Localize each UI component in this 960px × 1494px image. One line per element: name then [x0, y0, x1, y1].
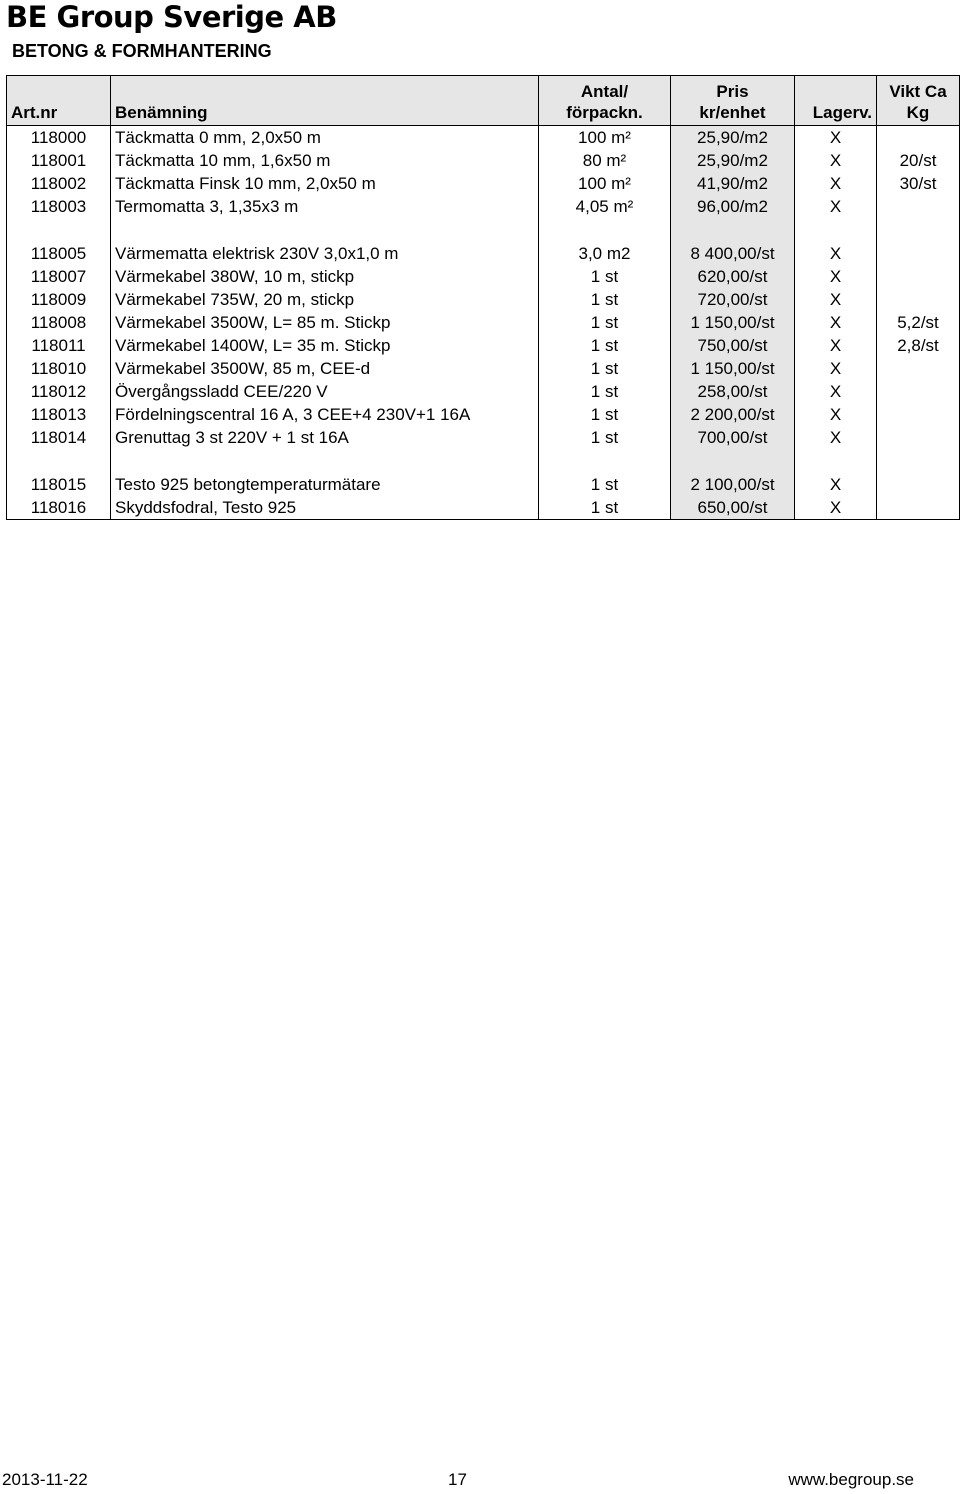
cell-weight — [877, 449, 960, 473]
cell-name: Värmekabel 735W, 20 m, stickp — [111, 288, 539, 311]
table-row — [7, 311, 960, 334]
cell-price: 700,00/st — [671, 426, 795, 449]
cell-art-nr: 118001 — [7, 149, 111, 172]
table-row — [7, 496, 960, 520]
col-header-art-nr: Art.nr — [7, 76, 111, 126]
cell-quantity: 1 st — [539, 265, 671, 288]
cell-stock: X — [795, 426, 877, 449]
cell-name — [111, 218, 539, 242]
cell-art-nr: 118012 — [7, 380, 111, 403]
cell-stock — [795, 449, 877, 473]
cell-stock: X — [795, 195, 877, 218]
cell-art-nr: 118015 — [7, 473, 111, 496]
cell-weight — [877, 496, 960, 520]
table-row — [7, 126, 960, 150]
col-header-price-line2: kr/enhet — [699, 103, 766, 122]
cell-price: 720,00/st — [671, 288, 795, 311]
cell-stock: X — [795, 380, 877, 403]
col-header-price-line1: Pris — [716, 82, 749, 101]
table-row — [7, 265, 960, 288]
cell-price: 25,90/m2 — [671, 149, 795, 172]
spacer-row — [7, 449, 960, 473]
cell-name: Värmekabel 3500W, 85 m, CEE-d — [111, 357, 539, 380]
cell-art-nr: 118016 — [7, 496, 111, 520]
cell-weight — [877, 473, 960, 496]
table-row — [7, 403, 960, 426]
cell-stock: X — [795, 473, 877, 496]
table-row — [7, 334, 960, 357]
cell-weight — [877, 242, 960, 265]
cell-weight — [877, 195, 960, 218]
col-header-quantity — [539, 76, 671, 126]
cell-price: 1 150,00/st — [671, 311, 795, 334]
cell-art-nr — [7, 449, 111, 473]
cell-stock: X — [795, 311, 877, 334]
cell-quantity: 1 st — [539, 311, 671, 334]
cell-price: 258,00/st — [671, 380, 795, 403]
table-row — [7, 172, 960, 195]
spacer-row — [7, 218, 960, 242]
cell-name: Testo 925 betongtemperaturmätare — [111, 473, 539, 496]
cell-name: Grenuttag 3 st 220V + 1 st 16A — [111, 426, 539, 449]
cell-weight — [877, 357, 960, 380]
cell-name: Värmekabel 3500W, L= 85 m. Stickp — [111, 311, 539, 334]
company-name: BE Group Sverige AB — [6, 0, 337, 34]
table-row — [7, 149, 960, 172]
cell-quantity: 3,0 m2 — [539, 242, 671, 265]
cell-price: 8 400,00/st — [671, 242, 795, 265]
cell-quantity: 1 st — [539, 496, 671, 520]
cell-stock: X — [795, 403, 877, 426]
col-header-name: Benämning — [111, 76, 539, 126]
price-table-body — [7, 126, 960, 520]
cell-quantity: 1 st — [539, 334, 671, 357]
cell-art-nr: 118005 — [7, 242, 111, 265]
col-header-weight — [877, 76, 960, 126]
cell-art-nr: 118009 — [7, 288, 111, 311]
cell-name: Fördelningscentral 16 A, 3 CEE+4 230V+1 16A — [111, 403, 539, 426]
cell-stock: X — [795, 242, 877, 265]
cell-quantity: 1 st — [539, 403, 671, 426]
cell-price: 650,00/st — [671, 496, 795, 520]
cell-quantity: 1 st — [539, 288, 671, 311]
cell-name — [111, 449, 539, 473]
cell-stock: X — [795, 126, 877, 150]
col-header-weight-line1: Vikt Ca — [889, 82, 947, 101]
cell-weight — [877, 218, 960, 242]
table-row — [7, 288, 960, 311]
cell-weight — [877, 380, 960, 403]
col-header-quantity-line2: förpackn. — [566, 103, 643, 122]
cell-stock: X — [795, 334, 877, 357]
cell-name: Täckmatta 0 mm, 2,0x50 m — [111, 126, 539, 150]
cell-quantity — [539, 449, 671, 473]
cell-name: Värmekabel 1400W, L= 35 m. Stickp — [111, 334, 539, 357]
cell-price: 620,00/st — [671, 265, 795, 288]
cell-art-nr: 118013 — [7, 403, 111, 426]
cell-quantity: 1 st — [539, 357, 671, 380]
cell-price: 750,00/st — [671, 334, 795, 357]
cell-weight — [877, 426, 960, 449]
cell-quantity: 1 st — [539, 380, 671, 403]
cell-quantity: 100 m² — [539, 172, 671, 195]
cell-weight: 20/st — [877, 149, 960, 172]
cell-stock: X — [795, 496, 877, 520]
cell-quantity: 100 m² — [539, 126, 671, 150]
cell-name: Termomatta 3, 1,35x3 m — [111, 195, 539, 218]
cell-quantity: 4,05 m² — [539, 195, 671, 218]
footer-date: 2013-11-22 — [2, 1470, 88, 1489]
cell-weight: 30/st — [877, 172, 960, 195]
table-row — [7, 473, 960, 496]
cell-name: Värmematta elektrisk 230V 3,0x1,0 m — [111, 242, 539, 265]
cell-name: Täckmatta 10 mm, 1,6x50 m — [111, 149, 539, 172]
cell-stock: X — [795, 357, 877, 380]
cell-name: Värmekabel 380W, 10 m, stickp — [111, 265, 539, 288]
cell-stock: X — [795, 172, 877, 195]
cell-art-nr: 118010 — [7, 357, 111, 380]
cell-art-nr: 118007 — [7, 265, 111, 288]
col-header-price — [671, 76, 795, 126]
cell-price — [671, 218, 795, 242]
table-row — [7, 357, 960, 380]
cell-weight — [877, 403, 960, 426]
cell-art-nr: 118003 — [7, 195, 111, 218]
cell-stock: X — [795, 149, 877, 172]
cell-price: 2 200,00/st — [671, 403, 795, 426]
col-header-weight-line2: Kg — [906, 103, 930, 122]
page-footer — [0, 1468, 960, 1492]
cell-quantity: 80 m² — [539, 149, 671, 172]
footer-website: www.begroup.se — [788, 1470, 914, 1489]
cell-quantity: 1 st — [539, 426, 671, 449]
cell-quantity — [539, 218, 671, 242]
cell-quantity: 1 st — [539, 473, 671, 496]
cell-name: Skyddsfodral, Testo 925 — [111, 496, 539, 520]
cell-weight: 2,8/st — [877, 334, 960, 357]
cell-weight: 5,2/st — [877, 311, 960, 334]
cell-price: 2 100,00/st — [671, 473, 795, 496]
cell-price: 25,90/m2 — [671, 126, 795, 150]
price-table — [6, 75, 960, 520]
table-row — [7, 195, 960, 218]
page-number: 17 — [448, 1470, 467, 1489]
cell-name: Övergångssladd CEE/220 V — [111, 380, 539, 403]
cell-price: 96,00/m2 — [671, 195, 795, 218]
col-header-quantity-line1: Antal/ — [580, 82, 629, 101]
price-table-header — [7, 76, 960, 126]
table-row — [7, 426, 960, 449]
cell-art-nr: 118011 — [7, 334, 111, 357]
cell-price: 1 150,00/st — [671, 357, 795, 380]
section-title: BETONG & FORMHANTERING — [12, 41, 272, 61]
cell-art-nr — [7, 218, 111, 242]
cell-stock: X — [795, 265, 877, 288]
cell-name: Täckmatta Finsk 10 mm, 2,0x50 m — [111, 172, 539, 195]
cell-art-nr: 118008 — [7, 311, 111, 334]
cell-weight — [877, 288, 960, 311]
col-header-stock: Lagerv. — [795, 76, 877, 126]
cell-price: 41,90/m2 — [671, 172, 795, 195]
cell-art-nr: 118000 — [7, 126, 111, 150]
cell-art-nr: 118002 — [7, 172, 111, 195]
cell-price — [671, 449, 795, 473]
cell-weight — [877, 265, 960, 288]
cell-stock: X — [795, 288, 877, 311]
cell-stock — [795, 218, 877, 242]
cell-art-nr: 118014 — [7, 426, 111, 449]
table-row — [7, 242, 960, 265]
table-row — [7, 380, 960, 403]
cell-weight — [877, 126, 960, 150]
